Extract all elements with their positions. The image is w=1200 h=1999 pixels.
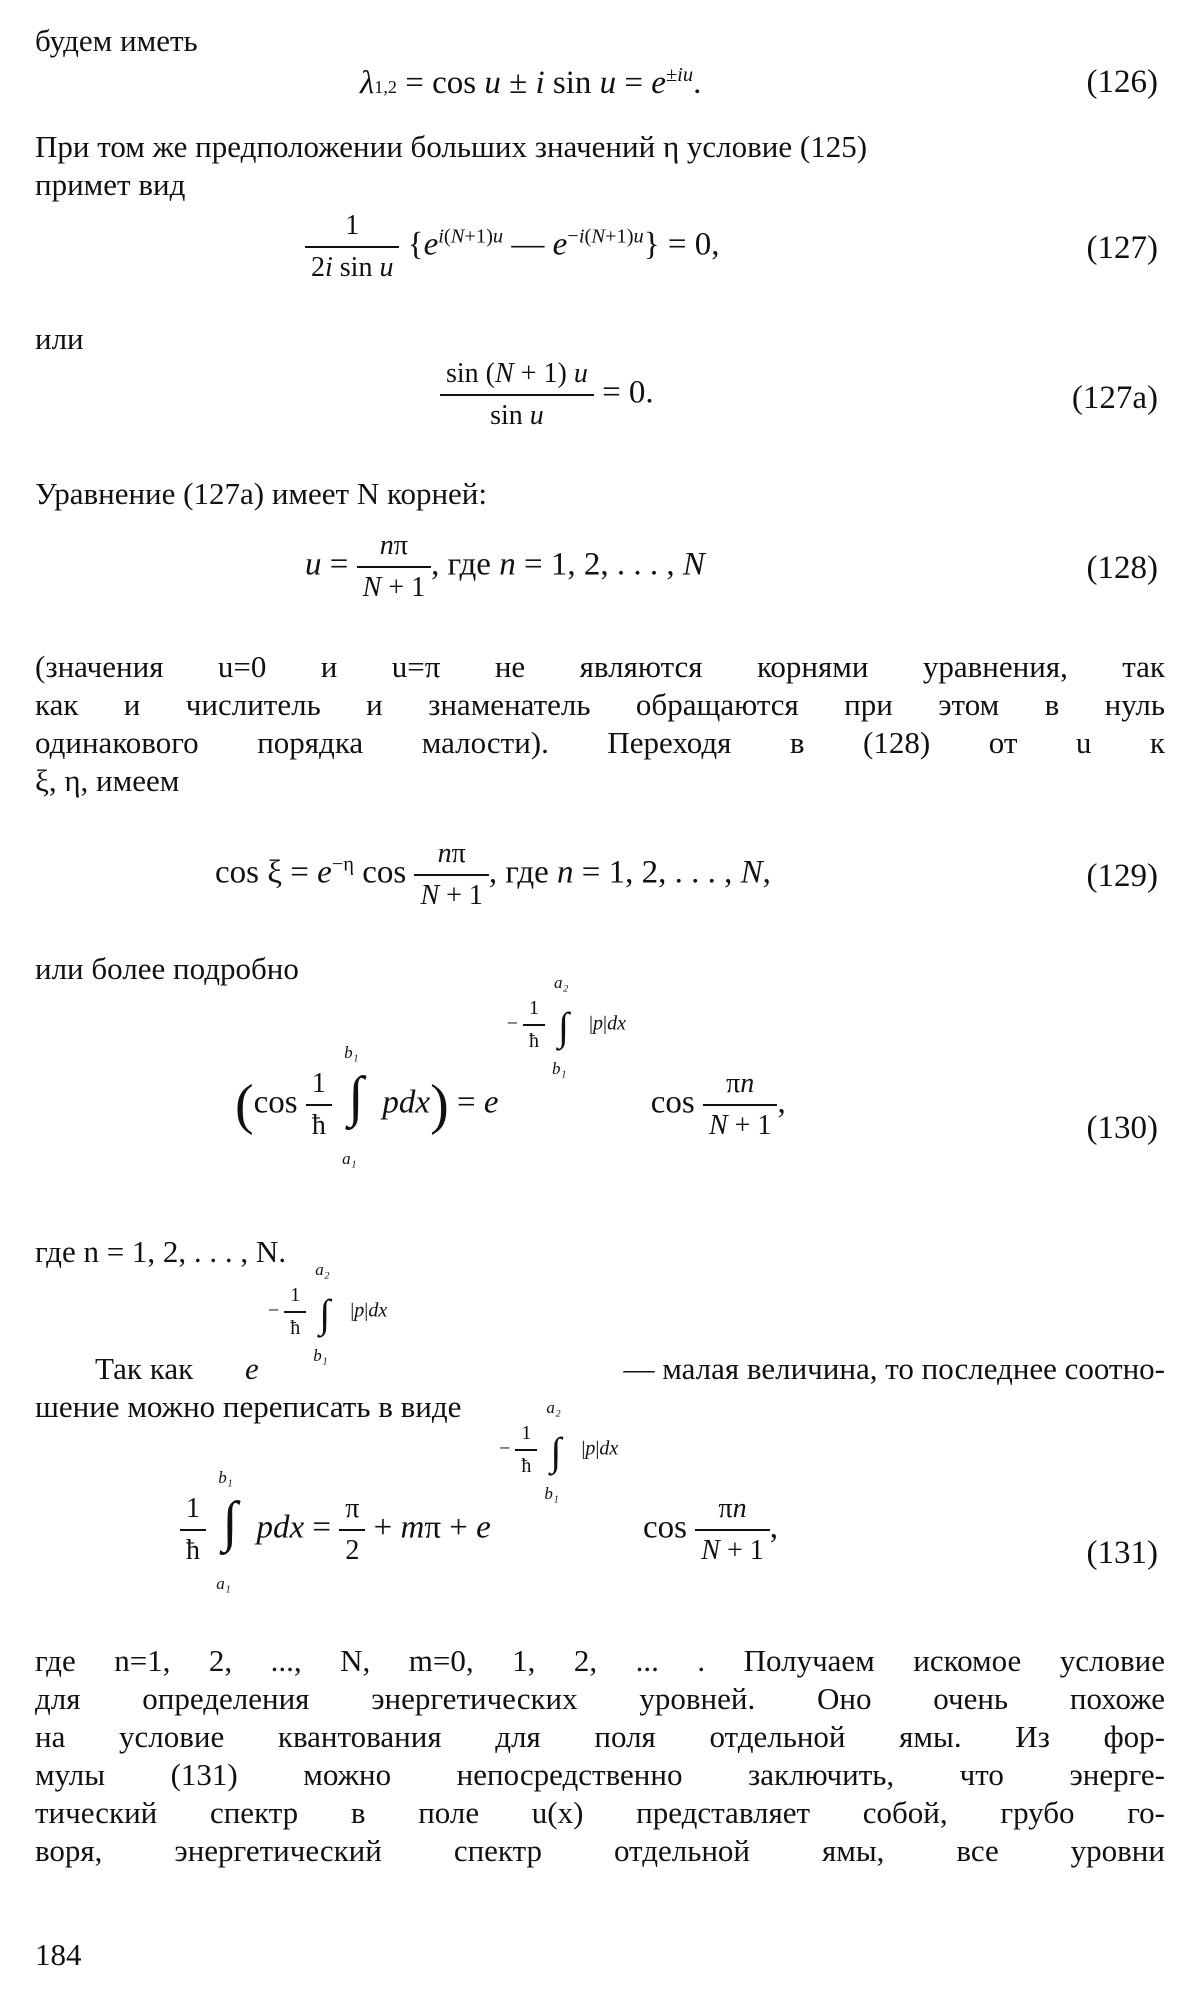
text-line: где n = 1, 2, . . . , N. <box>35 1234 287 1269</box>
text-line: на условие квантования для поля отдельной ямы. Из фор- <box>35 1719 1165 1754</box>
equation-129: $\cos \xi = e^{-\eta}$ cos $\frac{n\pi}{N + 1}$ , где n = 1, 2, . . . , N, <box>215 838 771 911</box>
equation-131: $\frac{1}{ħ}$ b₁ ∫ a₁ pdx = $\frac{\pi}{2}$ + mπ + e − $\frac{1}{ħ}$ a₂ ∫ b₁ |p|dx cos $\frac{\pi n}{N + 1}$ , <box>180 1490 778 1570</box>
text-line: шение можно переписать в виде <box>35 1389 462 1424</box>
equation-127: $\frac{1}{\text{2i sin u}}$ {$e^{i(N+1)u}$ — $e^{-i(N+1)u}\} = 0$, <box>305 210 719 284</box>
inline-e: e <box>245 1351 259 1386</box>
text-line: ξ, η, имеем <box>35 763 180 798</box>
text-line: мулы (131) можно непосредственно заключить, что энерге- <box>35 1757 1165 1792</box>
equation-126: λ1,2 = cos u ± i $\sin u = e^{\pm iu}$. <box>360 64 702 101</box>
text-line: как и числитель и знаменатель обращаются при этом в нуль <box>35 687 1165 722</box>
text-line: будем иметь <box>35 23 198 58</box>
equation-number: (129) <box>1086 858 1158 894</box>
text-line: или <box>35 321 84 356</box>
text-line: одинакового порядка малости). Переходя в (128) от u к <box>35 725 1165 760</box>
equation-127a: $\frac{\sin (N + 1) u}{\text{sin u}}$ = 0. <box>440 358 654 432</box>
text-line: воря, энергетический спектр отдельной ямы, все уровни <box>35 1833 1165 1868</box>
text-line: Так как <box>95 1351 194 1386</box>
text-line: (значения u=0 и u=π не являются корнями уравнения, так <box>35 649 1165 684</box>
equation-number: (127) <box>1086 230 1158 266</box>
text-line: Уравнение (127а) имеет N корней: <box>35 476 488 511</box>
page-number: 184 <box>35 1937 82 1972</box>
text-line: где n=1, 2, ..., N, m=0, 1, 2, ... . Получаем искомое условие <box>35 1643 1165 1678</box>
text-line: или более подробно <box>35 951 299 986</box>
text-line: — малая величина, то последнее соотно- <box>623 1351 1165 1386</box>
equation-number: (131) <box>1086 1535 1158 1571</box>
integral-sign: b₁ ∫ a₁ <box>342 1043 364 1168</box>
equation-number: (130) <box>1086 1110 1158 1146</box>
text-line: тический спектр в поле u(x) представляет собой, грубо го- <box>35 1795 1165 1830</box>
equation-number: (126) <box>1086 64 1158 100</box>
text-line: для определения энергетических уровней. Оно очень похоже <box>35 1681 1165 1716</box>
integral-sign: b₁ ∫ a₁ <box>216 1468 238 1593</box>
text-line: примет вид <box>35 167 186 202</box>
equation-128: u = $\frac{n\pi}{N + 1}$ , где n = 1, 2, . . . , N <box>305 530 705 603</box>
equation-130: (cos $\frac{1}{ħ}$ b₁ ∫ a₁ pdx) = e − $\frac{1}{ħ}$ a₂ ∫ b₁ |p|dx cos $\frac{\pi n}{N + 1}$ , <box>235 973 786 1168</box>
equation-number: (128) <box>1086 550 1158 586</box>
text-line: При том же предположении больших значений η условие (125) <box>35 129 868 164</box>
inline-exponent: − $\frac{1}{ħ}$ a₂ ∫ b₁ |p|dx <box>268 1260 388 1365</box>
equation-number: (127а) <box>1071 380 1158 416</box>
